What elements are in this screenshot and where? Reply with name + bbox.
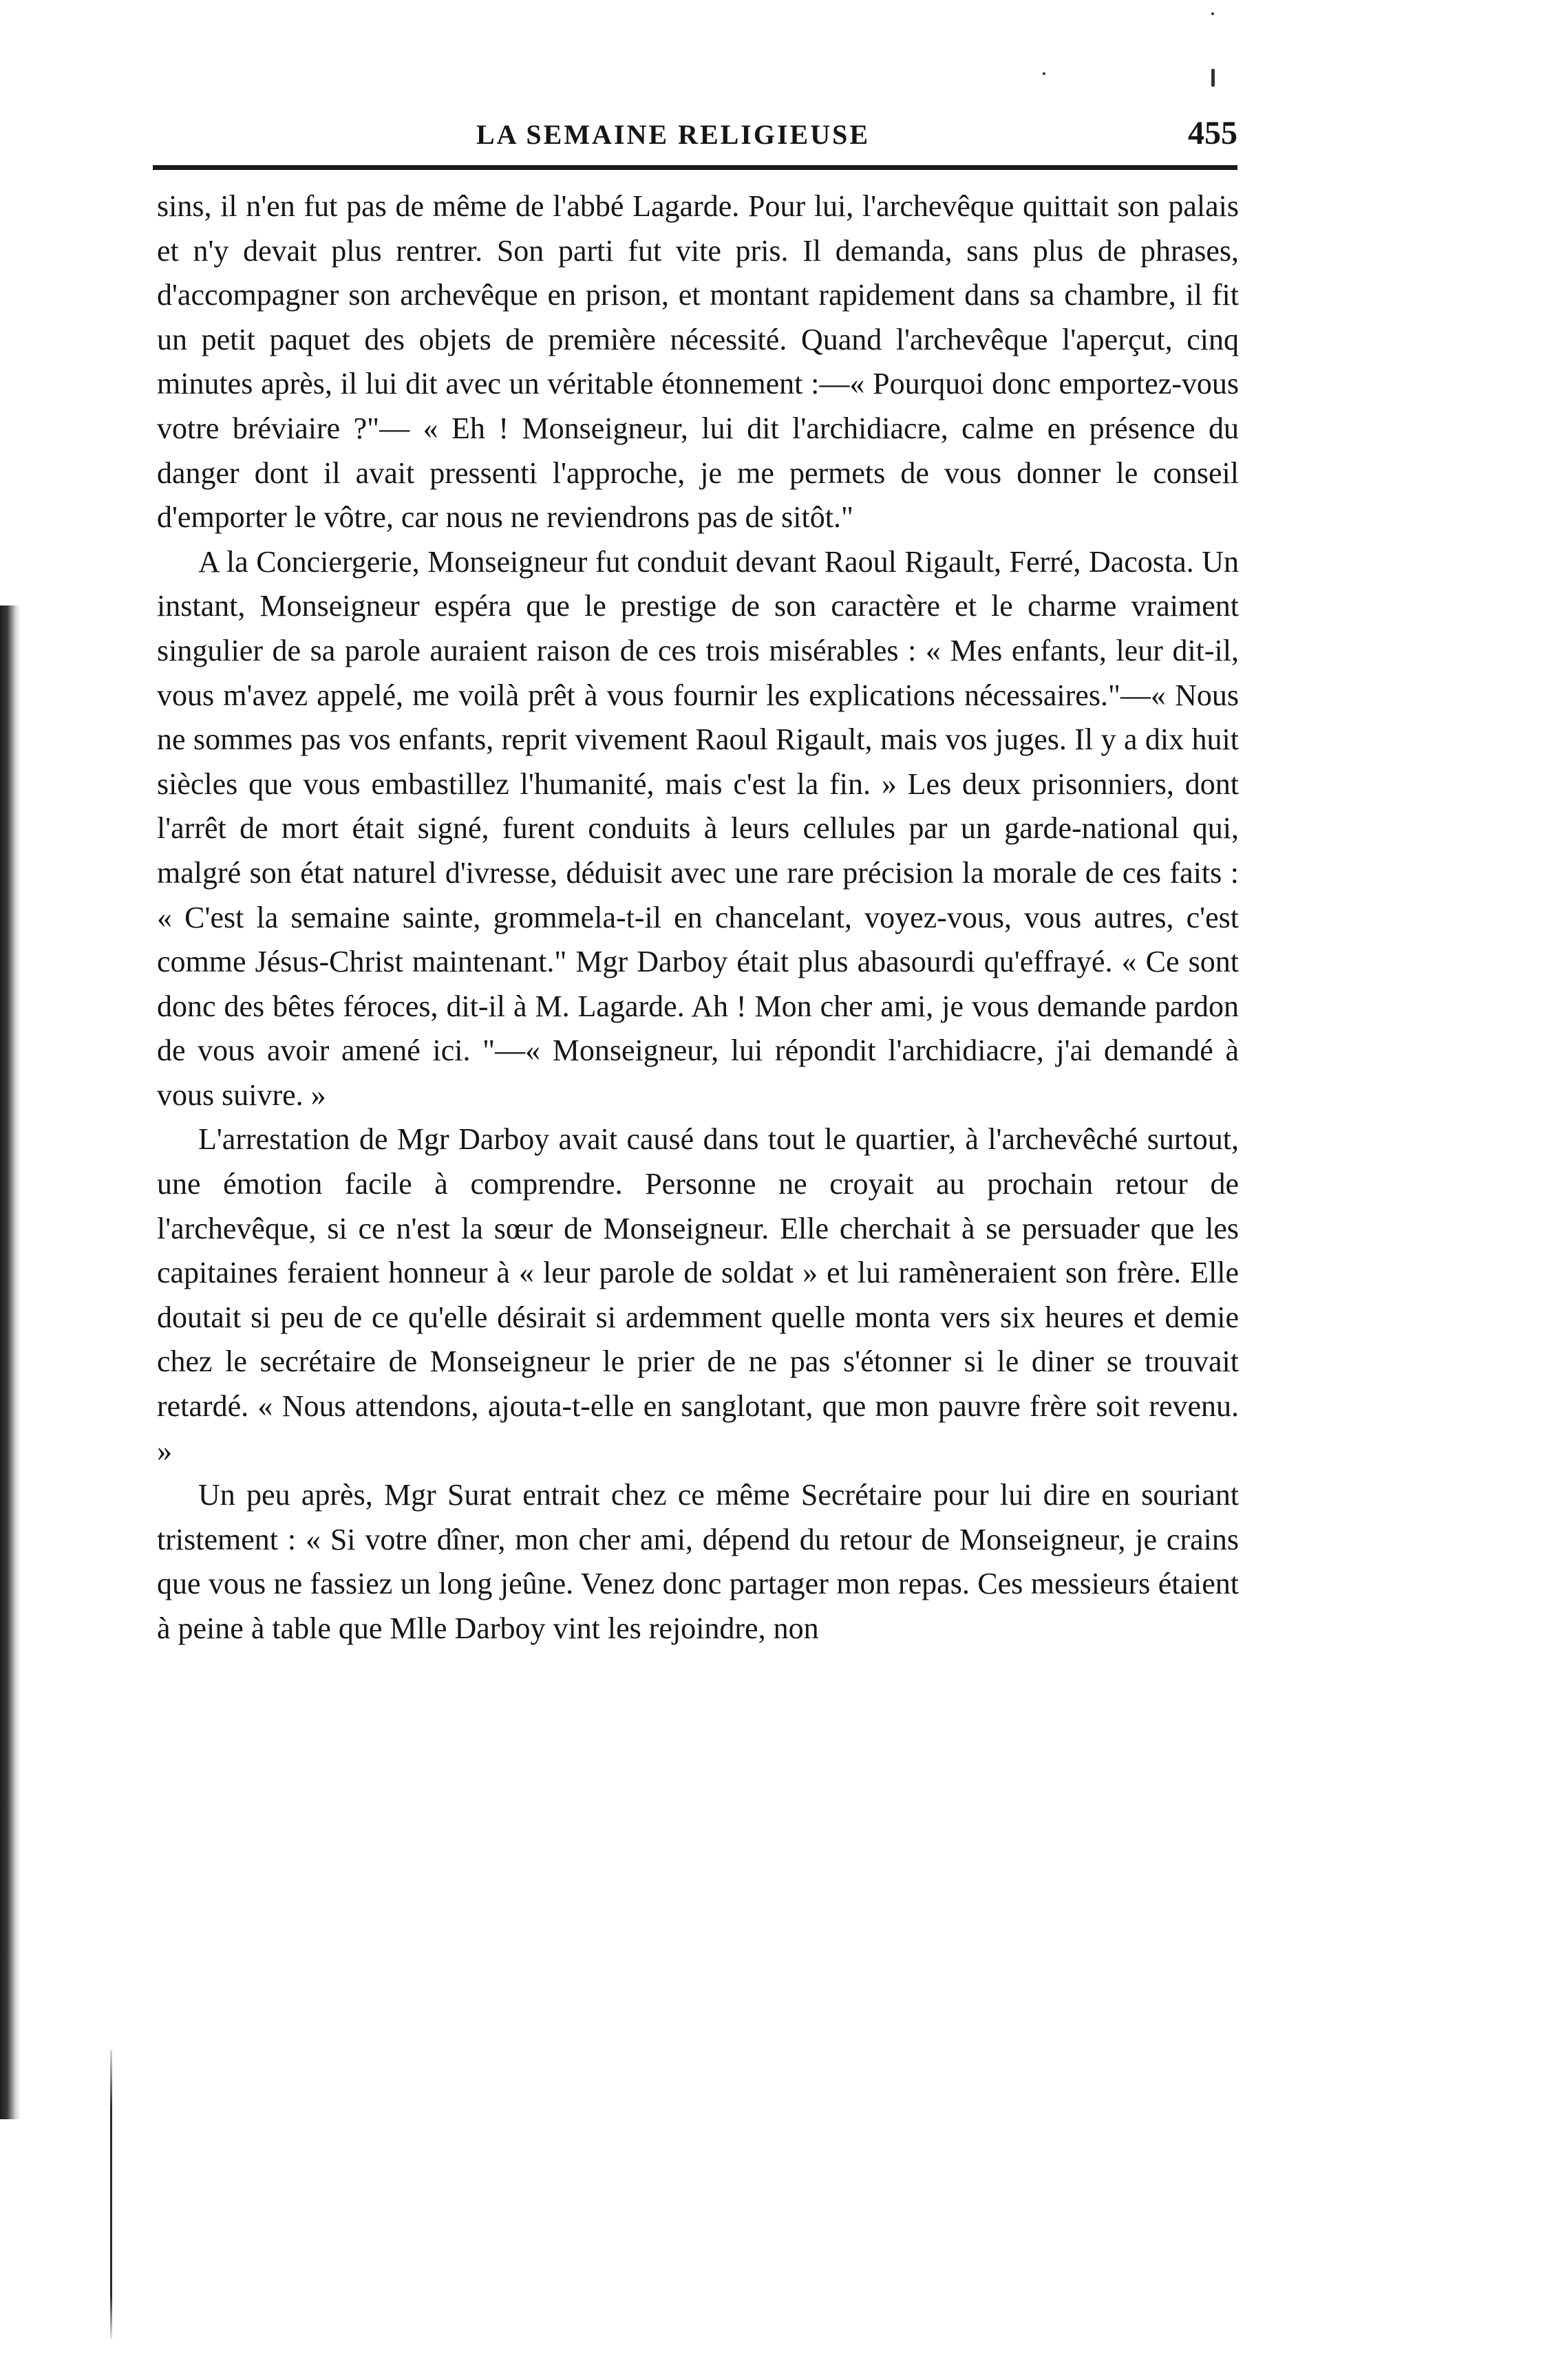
page-number: 455 — [1188, 115, 1237, 151]
page-header — [153, 115, 1237, 160]
paragraph: A la Conciergerie, Monseigneur fut conduit devant Raoul Rigault, Ferré, Dacosta. Un instant, Monseigneur espéra que le prestige de son caractère et le charme vraiment singulier de sa parole auraient raison de ces trois misérables : « Mes enfants, leur dit-il, vous m'avez appelé, me voilà prêt à vous fournir les explications nécessaires."—« Nous ne sommes pas vos enfants, reprit vivement Raoul Rigault, mais vos juges. Il y a dix huit siècles que vous embastillez l'humanité, mais c'est la fin. » Les deux prisonniers, dont l'arrêt de mort était signé, furent conduits à leurs cellules par un garde-national qui, malgré son état naturel d'ivresse, déduisit avec une rare précision la morale de ces faits : « C'est la semaine sainte, grommela-t-il en chancelant, voyez-vous, vous autres, c'est comme Jésus-Christ maintenant." Mgr Darboy était plus abasourdi qu'effrayé. « Ce sont donc des bêtes féroces, dit-il à M. Lagarde. Ah ! Mon cher ami, je vous demande pardon de vous avoir amené ici. "—« Monseigneur, lui répondit l'archidiacre, j'ai demandé à vous suivre. » — [157, 544, 1239, 1112]
ink-speck — [1211, 69, 1215, 87]
paragraph: Un peu après, Mgr Surat entrait chez ce même Secrétaire pour lui dire en souriant tristement : « Si votre dîner, mon cher ami, dépend du retour de Monseigneur, je crains que vous ne fassiez un long jeûne. Venez donc partager mon repas. Ces messieurs étaient à peine à table que Mlle Darboy vint les rejoindre, non — [157, 1478, 1239, 1645]
ink-speck — [1211, 12, 1214, 15]
header-rule — [153, 165, 1237, 170]
ink-speck — [1043, 72, 1045, 75]
paragraph: L'arrestation de Mgr Darboy avait causé dans tout le quartier, à l'archevêché surtout, une émotion facile à comprendre. Personne ne croyait au prochain retour de l'archevêque, si ce n'est la sœur de Monseigneur. Elle cherchait à se persuader que les capitaines feraient honneur à « leur parole de soldat » et lui ramèneraient son frère. Elle doutait si peu de ce qu'elle désirait si ardemment quelle monta vers six heures et demie chez le secrétaire de Monseigneur le prier de ne pas s'étonner si le diner se trouvait retardé. « Nous attendons, ajouta-t-elle en sanglotant, que mon pauvre frère soit revenu. » — [157, 1122, 1239, 1468]
body-text — [157, 184, 1239, 1651]
page-edge-shadow — [0, 605, 21, 2119]
running-head: LA SEMAINE RELIGIEUSE — [476, 119, 871, 150]
paragraph: sins, il n'en fut pas de même de l'abbé Lagarde. Pour lui, l'archevêque quittait son palais et n'y devait plus rentrer. Son parti fut vite pris. Il demanda, sans plus de phrases, d'accompagner son archevêque en prison, et montant rapidement dans sa chambre, il fit un petit paquet des objets de première nécessité. Quand l'archevêque l'aperçut, cinq minutes après, il lui dit avec un véritable étonnement :—« Pourquoi donc emportez-vous votre bréviaire ?"— « Eh ! Monseigneur, lui dit l'archidiacre, calme en présence du danger dont il avait pressenti l'approche, je me permets de vous donner le conseil d'emporter le vôtre, car nous ne reviendrons pas de sitôt." — [157, 189, 1239, 535]
margin-ink-line — [110, 2050, 112, 2339]
